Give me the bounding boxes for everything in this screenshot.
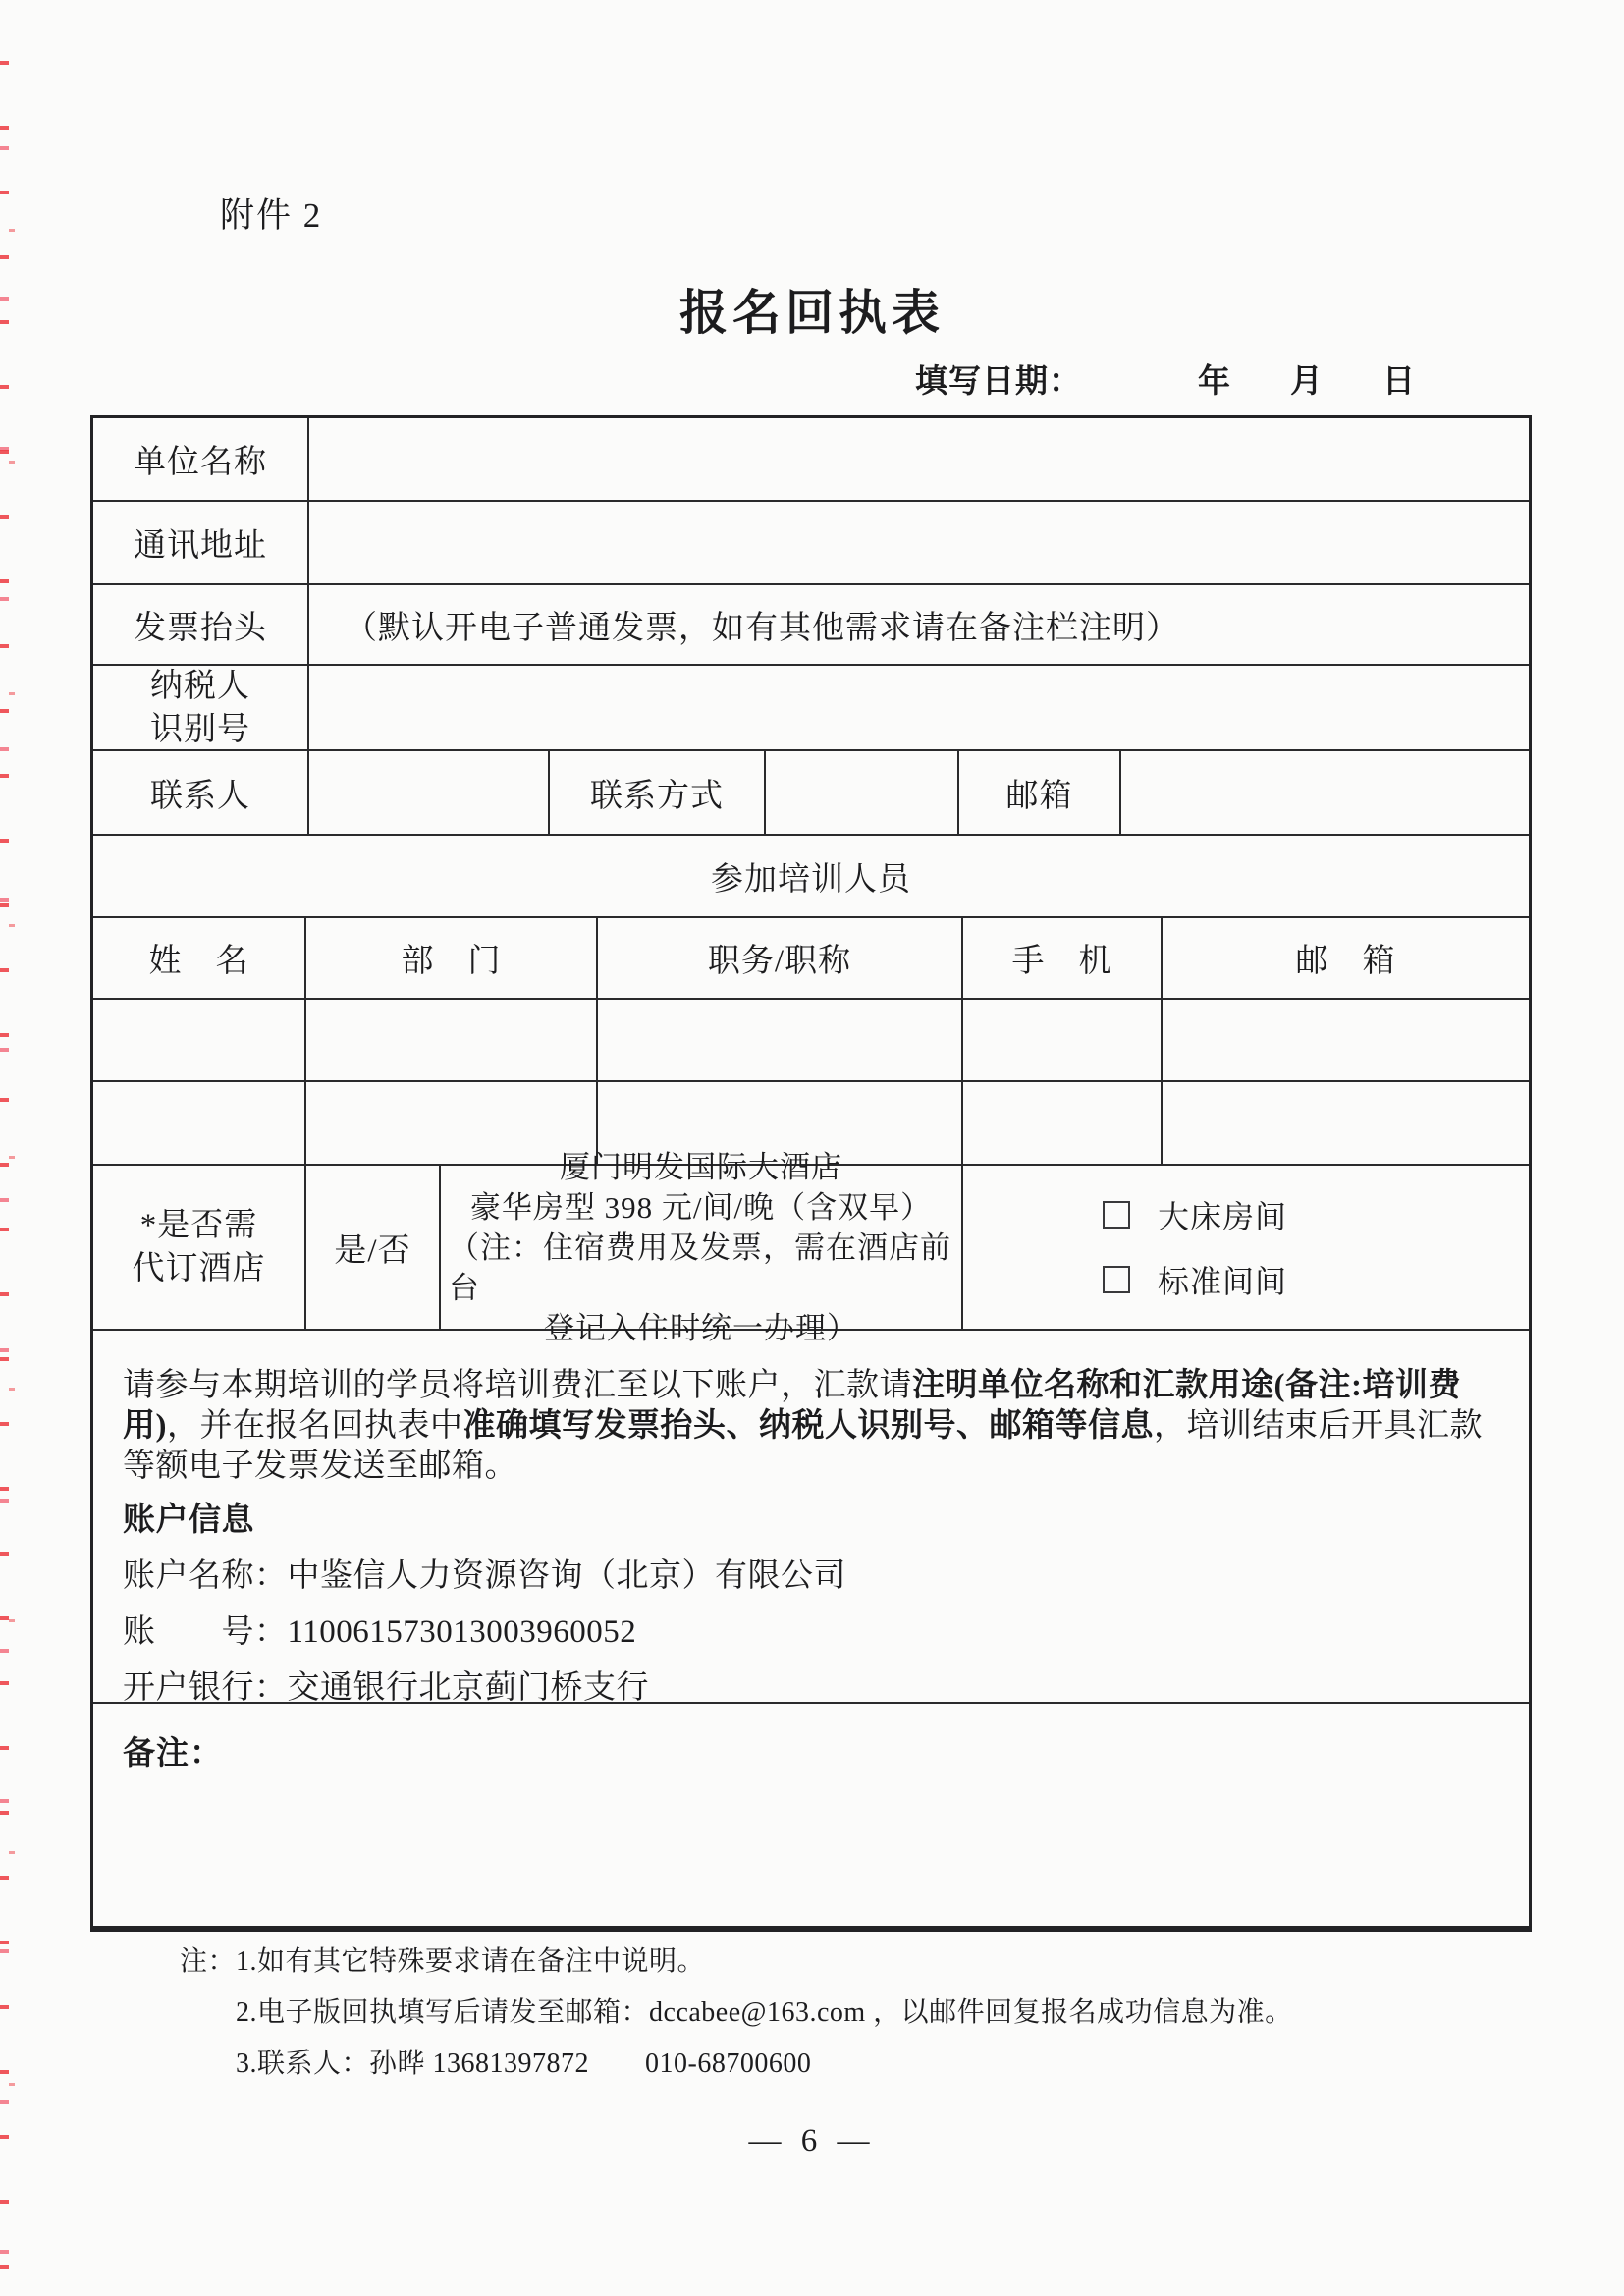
page-title: 报名回执表: [678, 286, 945, 340]
row-hotel: [93, 1149, 1529, 1345]
col-header-email: 邮 箱: [1161, 918, 1529, 998]
hotel-description: [439, 1149, 961, 1345]
payment-text-bold-1: 注明单位名称和汇款用途(备注:培训费用): [123, 1368, 1461, 1444]
col-header-position: 职务/职称: [596, 918, 961, 998]
hotel-note-line2: 登记入住时统一办理）: [544, 1310, 858, 1345]
fill-date-month-label: 月: [1290, 364, 1324, 400]
address-field: [307, 502, 1529, 583]
footnote-1: 1.如有其它特殊要求请在备注中说明。: [236, 1946, 706, 1977]
hotel-note-line1: （注：住宿费用及发票，需在酒店前台: [449, 1230, 951, 1305]
col-header-mobile: 手 机: [961, 918, 1161, 998]
payment-text-bold-2: 准确填写发票抬头、纳税人识别号、邮箱等信息: [462, 1408, 1154, 1444]
checkbox-large-bed-icon: [1103, 1201, 1130, 1229]
remarks-label: 备注：: [123, 1736, 223, 1772]
participants-section-title: 参加培训人员: [711, 861, 911, 898]
row-payment-info: [93, 1329, 1529, 1706]
row-participants-title: [93, 834, 1529, 916]
fill-date-day-label: 日: [1382, 364, 1416, 400]
hotel-question-label: *是否需 代订酒店: [132, 1208, 266, 1286]
participant-name-field: [93, 1000, 304, 1080]
hotel-yes-no: 是/否: [304, 1166, 439, 1329]
payment-text-2: ，并在报名回执表中: [167, 1408, 463, 1444]
checkbox-standard-room-icon: [1103, 1266, 1130, 1293]
row-unit-name: [93, 418, 1529, 500]
footnote-2: 2.电子版回执填写后请发至邮箱：dccabee@163.com ，以邮件回复报名成功信息为准。: [236, 1997, 1293, 2028]
participant-department-field: [304, 1082, 596, 1164]
footnotes: [180, 1937, 1293, 2090]
participant-department-field: [304, 1000, 596, 1080]
invoice-title-hint: （默认开电子普通发票，如有其他需求请在备注栏注明）: [307, 585, 1529, 664]
invoice-title-label: 发票抬头: [134, 610, 267, 646]
row-address: [93, 500, 1529, 583]
unit-name-label: 单位名称: [134, 445, 267, 480]
option-large-bed-label: 大床房间: [1158, 1199, 1288, 1234]
participants-empty-row-1: [93, 998, 1529, 1080]
row-remarks: [93, 1702, 1529, 1926]
account-info-heading: 账户信息: [123, 1503, 254, 1538]
footnotes-prefix: 注：: [180, 1946, 237, 1977]
attachment-label: 附件 2: [220, 196, 323, 235]
row-contact: [93, 749, 1529, 834]
account-info-block: [123, 1493, 1499, 1717]
taxpayer-id-label: 纳税人 识别号: [150, 668, 250, 747]
option-large-bed-room: [1103, 1192, 1287, 1237]
option-standard-room-label: 标准间间: [1158, 1264, 1288, 1299]
scan-artifact-marks-secondary: [9, 0, 15, 2296]
fill-date-label: 填写日期：: [915, 364, 1082, 400]
contact-method-field: [764, 751, 957, 834]
contact-email-label: 邮箱: [957, 751, 1119, 834]
row-participants-header: [93, 916, 1529, 998]
col-header-name: 姓 名: [148, 944, 249, 979]
page-number: — 6 —: [748, 2123, 876, 2159]
col-header-department: 部 门: [304, 918, 596, 998]
payment-text-3: ，培训结束后开具汇款等额电子发票发送至邮箱。: [123, 1408, 1483, 1484]
fill-date-line: [915, 355, 1416, 402]
participant-mobile-field: [961, 1082, 1161, 1164]
fill-date-year-label: 年: [1198, 364, 1231, 400]
row-invoice-title: [93, 583, 1529, 664]
participant-email-field: [1161, 1082, 1529, 1164]
payment-text-1: 请参与本期培训的学员将培训费汇至以下账户，汇款请: [123, 1368, 912, 1403]
registration-form-table: [90, 415, 1532, 1932]
contact-name-label: 联系人: [150, 778, 250, 814]
account-name: 账户名称：中鉴信人力资源咨询（北京）有限公司: [123, 1558, 846, 1594]
participant-name-field: [93, 1082, 304, 1164]
account-bank: 开户银行：交通银行北京蓟门桥支行: [123, 1670, 649, 1706]
footnotes-items: [236, 1937, 1293, 2090]
payment-instructions: [93, 1331, 1529, 1706]
contact-email-field: [1119, 751, 1529, 834]
address-label: 通讯地址: [134, 528, 267, 564]
participant-mobile-field: [961, 1000, 1161, 1080]
hotel-room-price: 豪华房型 398 元/间/晚（含双早）: [469, 1189, 933, 1225]
row-taxpayer-id: [93, 664, 1529, 749]
taxpayer-id-field: [307, 666, 1529, 749]
hotel-room-options: [961, 1166, 1529, 1329]
footnote-3: 3.联系人：孙晔 13681397872 010-68700600: [236, 2049, 812, 2079]
hotel-name: 厦门明发国际大酒店: [560, 1149, 842, 1184]
participant-email-field: [1161, 1000, 1529, 1080]
option-standard-room: [1103, 1257, 1287, 1302]
contact-method-label: 联系方式: [548, 751, 764, 834]
account-number: 账 号：110061573013003960052: [123, 1614, 637, 1650]
scan-artifact-marks: [0, 0, 9, 2296]
unit-name-field: [307, 418, 1529, 500]
contact-name-field: [307, 751, 548, 834]
participant-position-field: [596, 1000, 961, 1080]
